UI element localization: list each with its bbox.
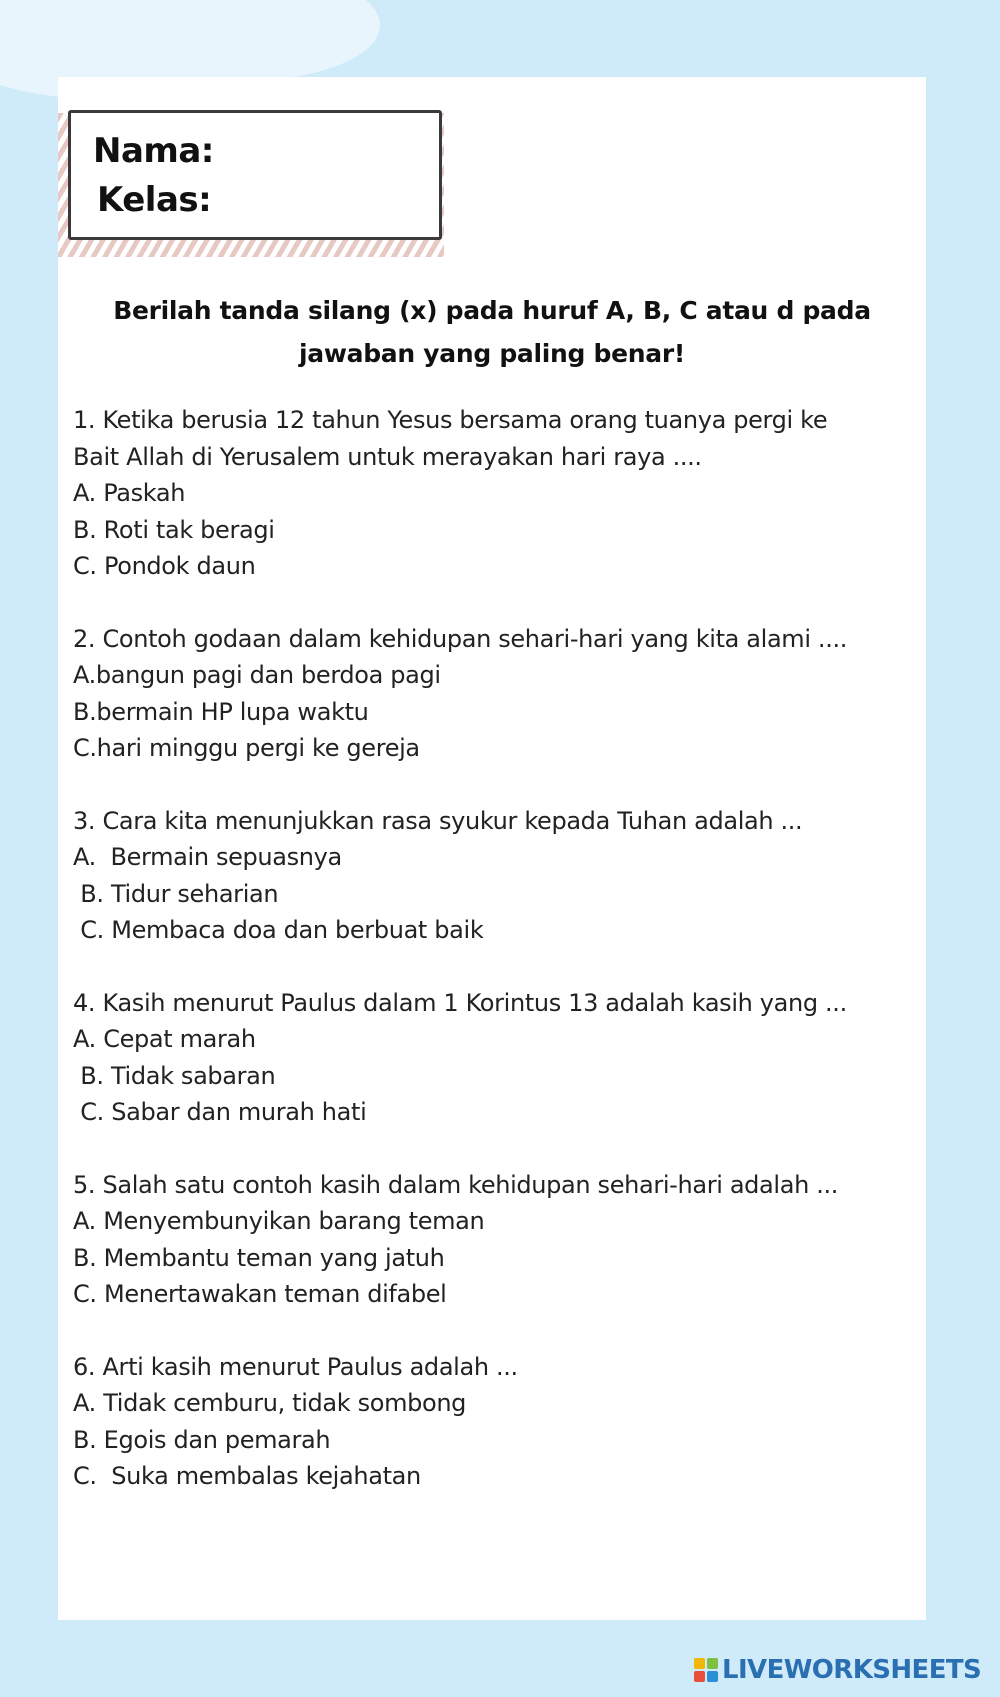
instruction-line-2: jawaban yang paling benar! [299, 339, 685, 368]
question-5 [73, 1167, 923, 1313]
worksheet-page [58, 77, 926, 1620]
answer-option-c[interactable]: C. Menertawakan teman difabel [73, 1280, 447, 1308]
class-label: Kelas: [97, 180, 212, 220]
question-text: 3. Cara kita menunjukkan rasa syukur kepada Tuhan adalah ... [73, 806, 803, 835]
question-6 [73, 1349, 923, 1495]
logo-square [707, 1658, 718, 1669]
instruction-line-1: Berilah tanda silang (x) pada huruf A, B, C atau d pada [113, 296, 871, 325]
liveworksheets-logo-icon [694, 1658, 718, 1682]
answer-option-a[interactable]: A. Cepat marah [73, 1025, 256, 1053]
answer-option-b[interactable]: B. Tidak sabaran [73, 1061, 276, 1090]
question-text: 2. Contoh godaan dalam kehidupan sehari-hari yang kita alami .... [73, 624, 848, 653]
question-3 [73, 803, 923, 949]
answer-option-b[interactable]: B. Membantu teman yang jatuh [73, 1243, 445, 1272]
answer-option-a[interactable]: A.bangun pagi dan berdoa pagi [73, 661, 441, 689]
liveworksheets-brand[interactable] [694, 1656, 981, 1684]
answer-option-c[interactable]: C. Pondok daun [73, 552, 256, 580]
logo-square [694, 1671, 705, 1682]
answer-option-b[interactable]: B. Tidur seharian [73, 879, 279, 908]
question-text: 5. Salah satu contoh kasih dalam kehidupan sehari-hari adalah ... [73, 1170, 839, 1199]
name-class-box [68, 110, 442, 240]
question-2 [73, 621, 923, 767]
instruction-text [78, 289, 906, 375]
logo-square [707, 1671, 718, 1682]
name-label: Nama: [93, 131, 214, 171]
answer-option-c[interactable]: C. Sabar dan murah hati [73, 1098, 367, 1126]
answer-option-a[interactable]: A. Menyembunyikan barang teman [73, 1207, 485, 1235]
answer-option-c[interactable]: C. Suka membalas kejahatan [73, 1462, 421, 1490]
question-text: Bait Allah di Yerusalem untuk merayakan hari raya .... [73, 442, 702, 471]
answer-option-b[interactable]: B. Roti tak beragi [73, 515, 275, 544]
logo-square [694, 1658, 705, 1669]
question-list [73, 402, 923, 1531]
brand-text: LIVEWORKSHEETS [722, 1655, 982, 1685]
question-1 [73, 402, 923, 585]
question-text: 6. Arti kasih menurut Paulus adalah ... [73, 1352, 518, 1381]
answer-option-a[interactable]: A. Paskah [73, 479, 186, 507]
question-text: 4. Kasih menurut Paulus dalam 1 Korintus 13 adalah kasih yang ... [73, 988, 847, 1017]
answer-option-a[interactable]: A. Bermain sepuasnya [73, 843, 342, 871]
answer-option-a[interactable]: A. Tidak cemburu, tidak sombong [73, 1389, 467, 1417]
question-text: 1. Ketika berusia 12 tahun Yesus bersama orang tuanya pergi ke [73, 406, 828, 434]
answer-option-b[interactable]: B. Egois dan pemarah [73, 1425, 331, 1454]
question-4 [73, 985, 923, 1131]
answer-option-c[interactable]: C. Membaca doa dan berbuat baik [73, 916, 484, 944]
answer-option-c[interactable]: C.hari minggu pergi ke gereja [73, 734, 420, 762]
answer-option-b[interactable]: B.bermain HP lupa waktu [73, 697, 369, 726]
